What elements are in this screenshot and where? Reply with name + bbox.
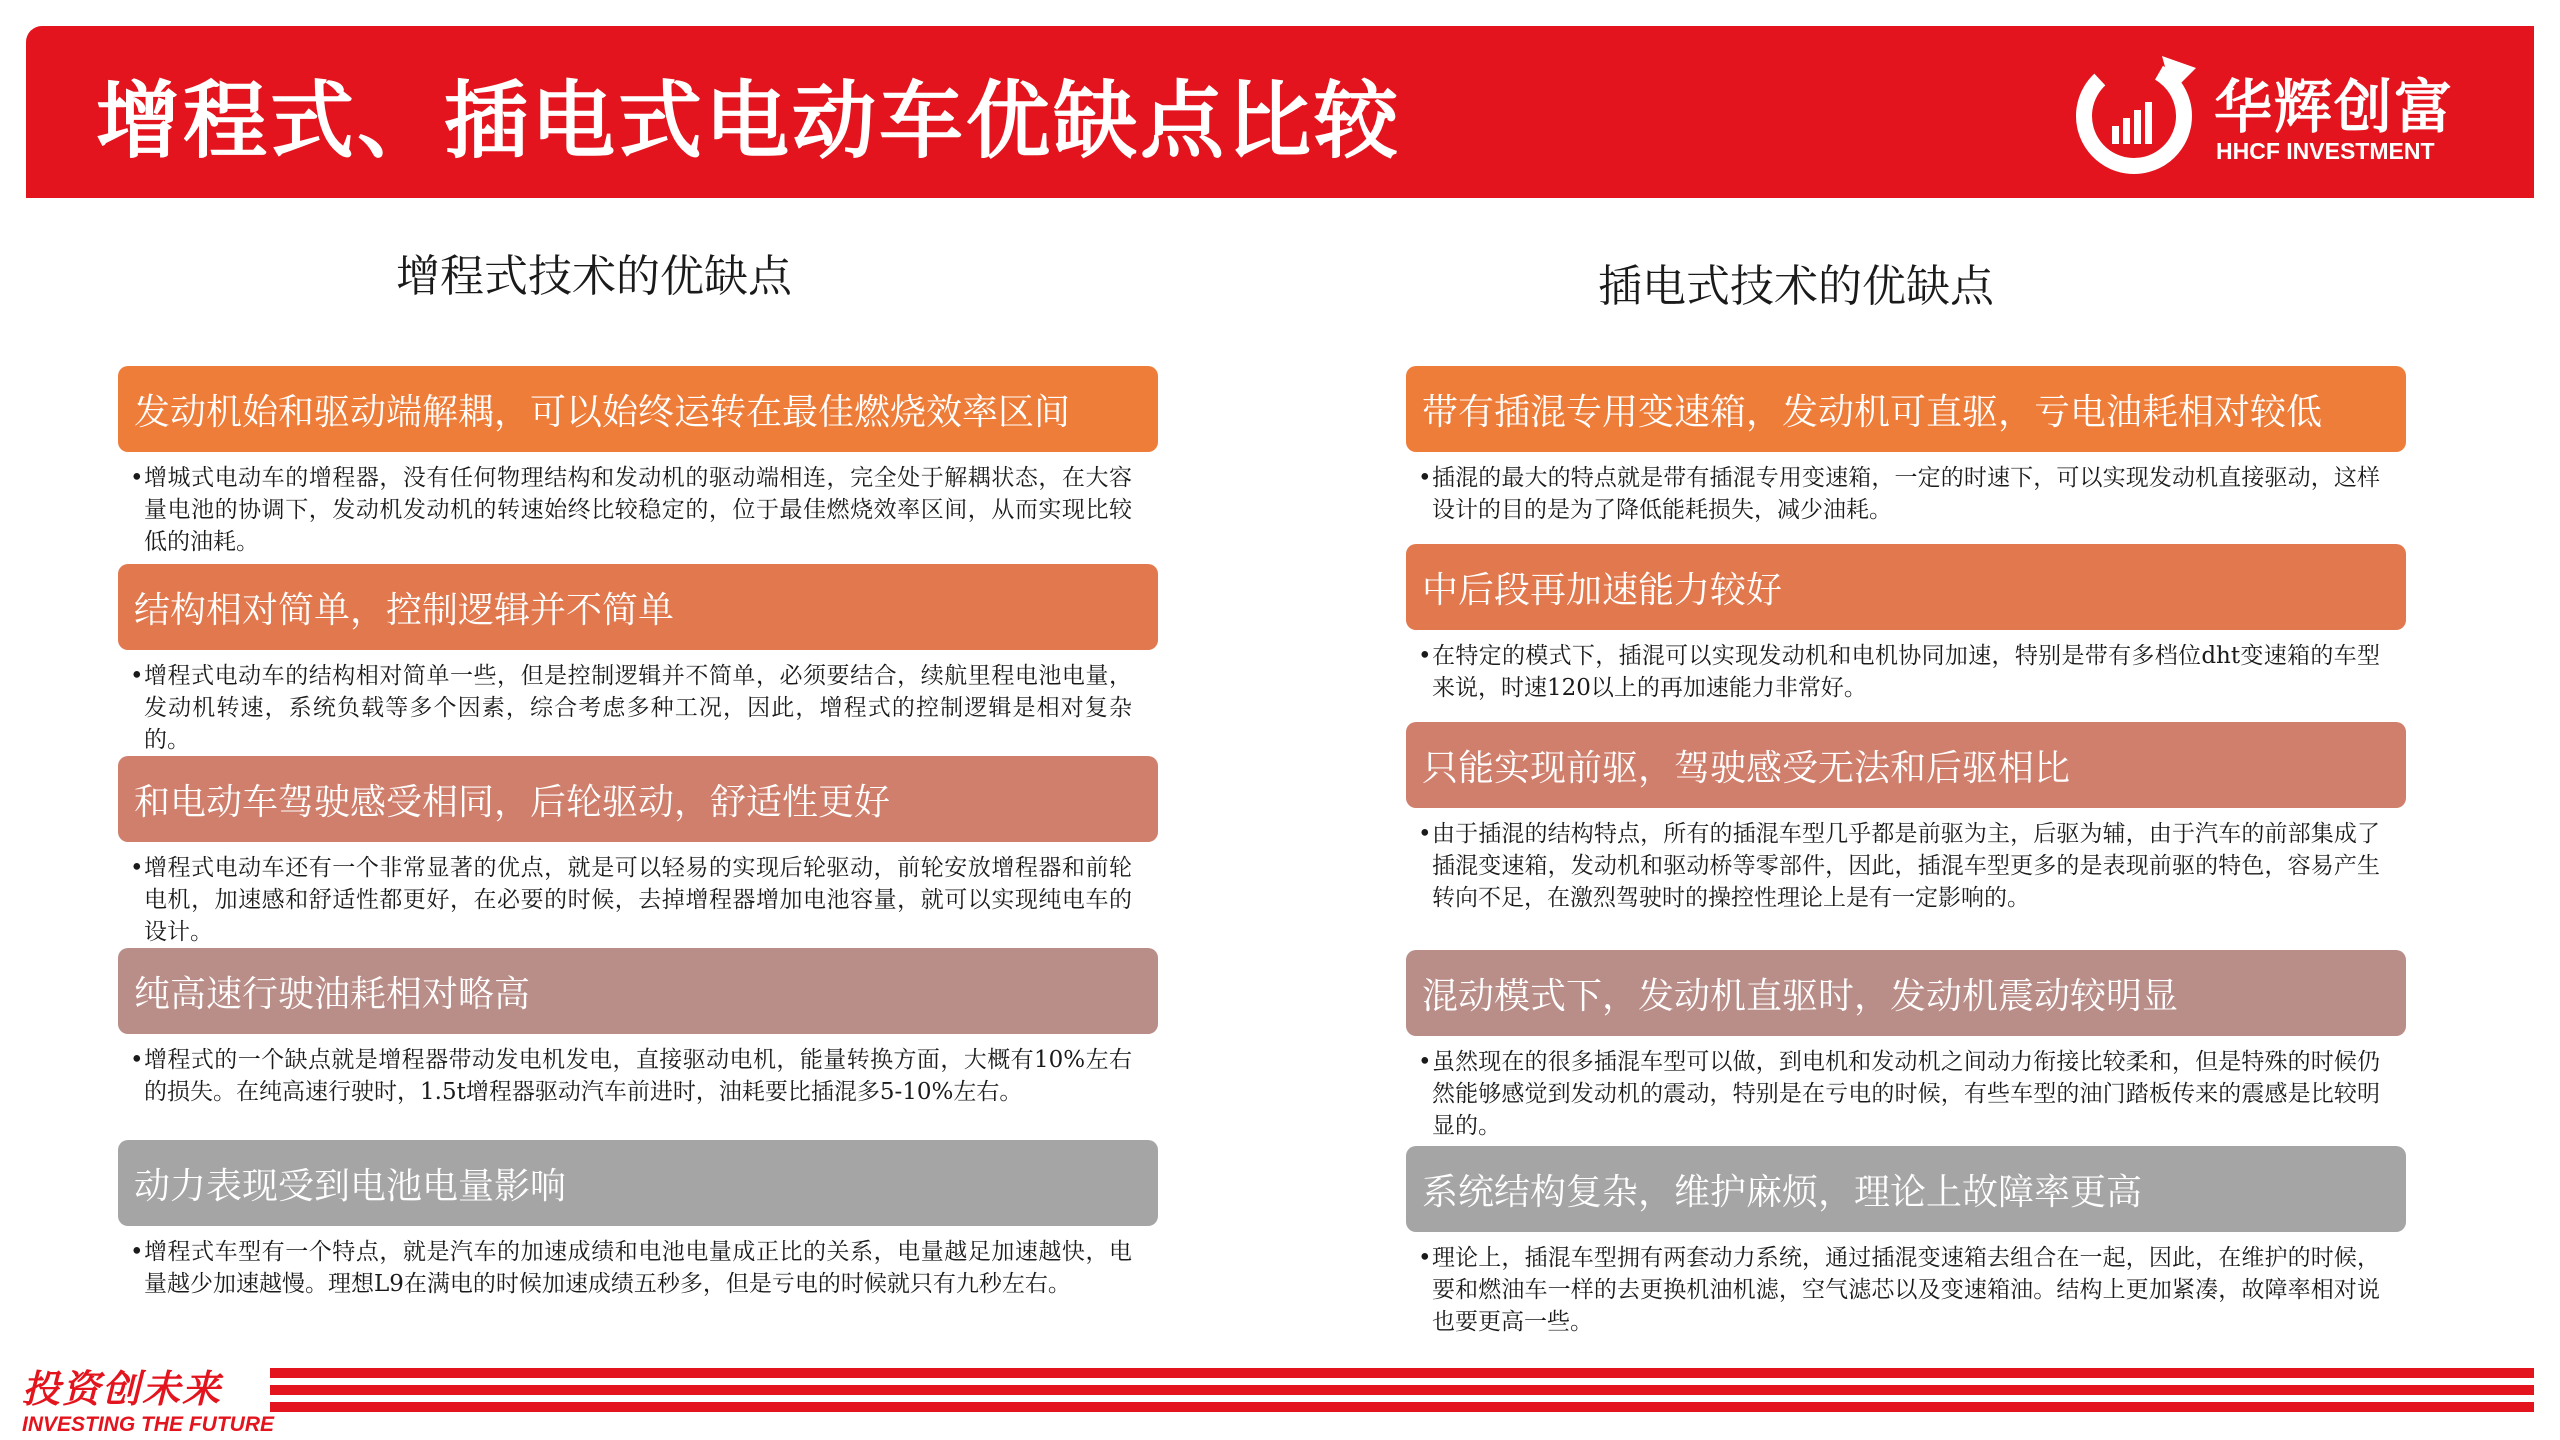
slogan-cn: 投资创未来: [22, 1367, 223, 1411]
section-heading: 混动模式下，发动机直驱时，发动机震动较明显: [1406, 950, 2406, 1036]
company-logo: [2074, 48, 2494, 178]
section-heading: 动力表现受到电池电量影响: [118, 1140, 1158, 1226]
logo-mark-icon: [2074, 48, 2204, 178]
section-heading: 只能实现前驱，驾驶感受无法和后驱相比: [1406, 722, 2406, 808]
section-text: • 增城式电动车的增程器，没有任何物理结构和发动机的驱动端相连，完全处于解耦状态，在大容量电池的协调下，发动机发动机的转速始终比较稳定的，位于最佳燃烧效率区间，从而实现比较低的油耗。: [144, 462, 1132, 558]
slogan-en: INVESTING THE FUTURE: [22, 1413, 275, 1436]
section-text: • 虽然现在的很多插混车型可以做，到电机和发动机之间动力衔接比较柔和，但是特殊的时候仍然能够感觉到发动机的震动，特别是在亏电的时候，有些车型的油门踏板传来的震感是比较明显的。: [1432, 1046, 2380, 1142]
section-text: • 由于插混的结构特点，所有的插混车型几乎都是前驱为主，后驱为辅，由于汽车的前部集成了插混变速箱，发动机和驱动桥等零部件，因此，插混车型更多的是表现前驱的特色，容易产生转向不足，在激烈驾驶时的操控性理论上是有一定影响的。: [1432, 818, 2380, 914]
right-column-title: 插电式技术的优缺点: [1598, 261, 1994, 312]
brand-name-cn: 华辉创富: [2214, 73, 2455, 141]
brand-name-en: HHCF INVESTMENT: [2216, 138, 2435, 164]
header-banner: [26, 26, 2534, 198]
left-column-title: 增程式技术的优缺点: [396, 251, 792, 302]
section-text: • 插混的最大的特点就是带有插混专用变速箱，一定的时速下，可以实现发动机直接驱动，这样设计的目的是为了降低能耗损失，减少油耗。: [1432, 462, 2380, 526]
section-text: • 增程式车型有一个特点，就是汽车的加速成绩和电池电量成正比的关系，电量越足加速越快，电量越少加速越慢。理想L9在满电的时候加速成绩五秒多，但是亏电的时候就只有九秒左右。: [144, 1236, 1132, 1300]
section-text: • 在特定的模式下，插混可以实现发动机和电机协同加速，特别是带有多档位dht变速箱的车型来说，时速120以上的再加速能力非常好。: [1432, 640, 2380, 704]
section-text: • 理论上，插混车型拥有两套动力系统，通过插混变速箱去组合在一起，因此，在维护的时候，要和燃油车一样的去更换机油机滤，空气滤芯以及变速箱油。结构上更加紧凑，故障率相对说也要更高一些。: [1432, 1242, 2380, 1338]
section-heading: 带有插混专用变速箱，发动机可直驱，亏电油耗相对较低: [1406, 366, 2406, 452]
section-heading: 和电动车驾驶感受相同，后轮驱动，舒适性更好: [118, 756, 1158, 842]
footer-stripe: [270, 1368, 2534, 1378]
section-heading: 发动机始和驱动端解耦，可以始终运转在最佳燃烧效率区间: [118, 366, 1158, 452]
section-heading: 纯高速行驶油耗相对略高: [118, 948, 1158, 1034]
footer-stripes: [270, 1368, 2534, 1418]
section-text: • 增程式的一个缺点就是增程器带动发电机发电，直接驱动电机，能量转换方面，大概有10%左右的损失。在纯高速行驶时，1.5t增程器驱动汽车前进时，油耗要比插混多5-10%左右。: [144, 1044, 1132, 1108]
section-heading: 系统结构复杂，维护麻烦，理论上故障率更高: [1406, 1146, 2406, 1232]
section-heading: 结构相对简单，控制逻辑并不简单: [118, 564, 1158, 650]
section-text: • 增程式电动车还有一个非常显著的优点，就是可以轻易的实现后轮驱动，前轮安放增程器和前轮电机，加速感和舒适性都更好，在必要的时候，去掉增程器增加电池容量，就可以实现纯电车的设计。: [144, 852, 1132, 948]
page-title: 增程式、插电式电动车优缺点比较: [96, 72, 1402, 170]
footer-slogan: [22, 1358, 275, 1437]
footer-stripe: [270, 1402, 2534, 1412]
section-heading: 中后段再加速能力较好: [1406, 544, 2406, 630]
section-text: • 增程式电动车的结构相对简单一些，但是控制逻辑并不简单，必须要结合，续航里程电池电量，发动机转速，系统负载等多个因素，综合考虑多种工况，因此，增程式的控制逻辑是相对复杂的。: [144, 660, 1132, 756]
footer-stripe: [270, 1385, 2534, 1395]
